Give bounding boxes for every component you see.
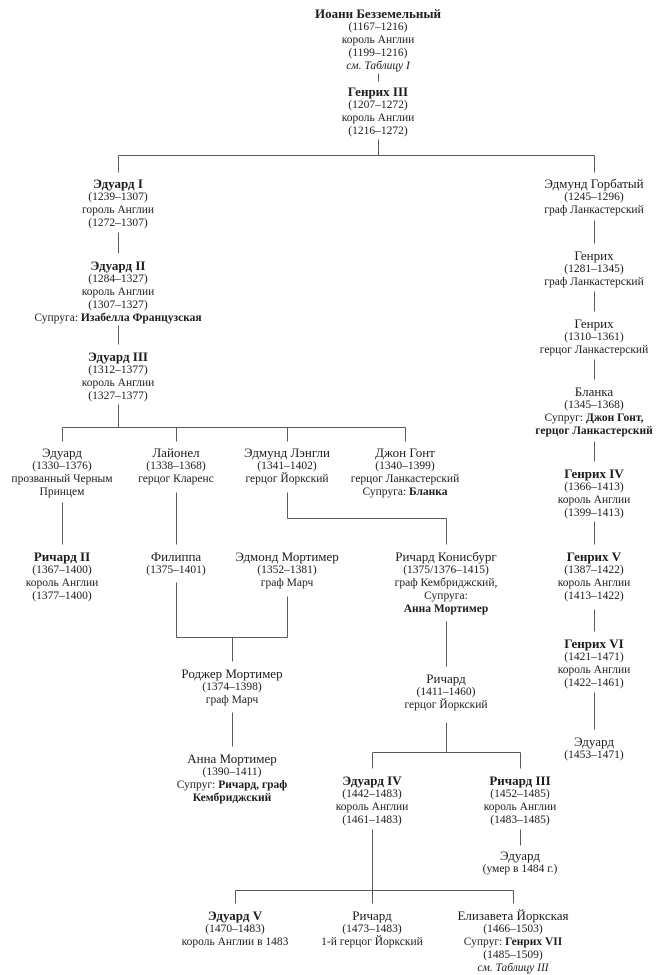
person-detail: герцог Кларенс (138, 473, 214, 485)
person-name: Ричард III (489, 773, 551, 788)
spouse-name: Генрих VII (505, 936, 563, 948)
person-detail: (1375–1401) (146, 564, 206, 576)
person-name: Ричард II (33, 549, 91, 564)
person-detail: (1341–1402) (257, 460, 317, 472)
spouse-name: Анна Мортимер (403, 603, 489, 615)
spouse-prefix: Супруга: (362, 486, 410, 498)
person-detail: (1239–1307) (88, 191, 148, 203)
person-node-edward-2 (34, 258, 201, 325)
person-node-blanche (535, 384, 652, 438)
person-name: Иоанн Безземельный (314, 6, 442, 21)
person-detail (177, 792, 287, 805)
person-node-richard-2 (26, 549, 99, 603)
person-detail: (1387–1422) (564, 564, 624, 576)
person-node-richard-shrewsbury (321, 908, 423, 949)
person-name: Эдуард III (88, 349, 148, 364)
person-name: Джон Гонт (375, 445, 435, 460)
person-detail: (1374–1398) (202, 681, 262, 693)
person-node-edward-lancaster (564, 734, 623, 762)
person-node-edmond-mortimer (235, 549, 339, 590)
person-detail: (1340–1399) (375, 460, 435, 472)
person-detail: (1216–1272) (348, 125, 408, 137)
person-detail: (1452–1485) (490, 788, 550, 800)
person-name: Ричард Конисбург (395, 549, 497, 564)
person-node-edward-black-prince (11, 445, 112, 499)
person-detail: граф Ланкастерский (544, 276, 644, 288)
person-detail: граф Ланкастерский (544, 204, 644, 216)
person-detail: (1199–1216) (348, 47, 408, 59)
person-detail (395, 603, 498, 616)
person-detail: 1-й герцог Йоркский (321, 936, 423, 948)
spouse-name: Джон Гонт, (585, 412, 644, 424)
person-name: Бланка (574, 384, 614, 399)
person-detail: король Англии (557, 577, 631, 589)
person-detail: (1272–1307) (88, 217, 148, 229)
person-detail: (1413–1422) (564, 590, 624, 602)
person-detail: (1307–1327) (88, 299, 148, 311)
person-detail: Принцем (39, 486, 85, 498)
person-node-edward-1 (82, 176, 154, 230)
spouse-prefix: Супруг: (544, 412, 586, 424)
person-detail: (1377–1400) (32, 590, 92, 602)
person-detail: король Англии (81, 377, 155, 389)
person-detail: гороль Англии (81, 204, 155, 216)
spouse-prefix: Супруг: (176, 779, 219, 791)
person-detail (535, 425, 652, 438)
person-node-edmund-langley (244, 445, 330, 486)
person-detail: король Англии (483, 801, 557, 813)
person-detail: король Англии в 1483 (181, 936, 289, 948)
person-detail: (1483–1485) (490, 814, 550, 826)
spouse-prefix: Супруг: (463, 936, 506, 948)
person-detail: (1281–1345) (564, 263, 624, 275)
person-name: Лайонел (152, 445, 200, 460)
person-detail: король Англии (25, 577, 99, 589)
person-detail: (1442–1483) (342, 788, 402, 800)
person-detail: (1375/1376–1415) (403, 564, 489, 576)
person-detail: (1470–1483) (205, 923, 265, 935)
person-detail: (1390–1411) (202, 766, 262, 778)
person-node-edward-5 (182, 908, 289, 949)
person-name: Генрих V (566, 549, 622, 564)
person-name: Эдуард II (90, 258, 146, 273)
person-detail: король Англии (341, 34, 415, 46)
person-name: Эдмонд Мортимер (235, 549, 339, 564)
person-name: Ричард (426, 671, 466, 686)
person-detail: (1366–1413) (564, 481, 624, 493)
spouse-name: Кембриджский (192, 792, 272, 804)
person-name: Эдуард (42, 445, 82, 460)
person-detail (535, 412, 652, 425)
person-detail: (1338–1368) (146, 460, 206, 472)
person-detail: граф Марч (260, 577, 314, 589)
person-name: Эдуард I (93, 176, 143, 191)
person-detail: король Англии (341, 112, 415, 124)
person-name: Генрих (574, 248, 614, 263)
person-detail: (1453–1471) (564, 749, 624, 761)
person-node-edward-4 (336, 773, 409, 827)
person-node-edward-3 (82, 349, 155, 403)
person-detail: (1422–1461) (564, 677, 624, 689)
person-name: Генрих IV (564, 466, 624, 481)
person-detail (351, 486, 459, 499)
person-detail: Супруга: (424, 590, 468, 602)
person-detail: (1284–1327) (88, 273, 148, 285)
person-name: Генрих (574, 316, 614, 331)
person-detail: король Англии (557, 494, 631, 506)
person-node-henry-6 (558, 636, 631, 690)
person-name: Ричард (352, 908, 392, 923)
person-node-john-lackland (315, 6, 441, 73)
person-detail: король Англии (335, 801, 409, 813)
person-detail: король Англии (557, 664, 631, 676)
person-name: Эдуард IV (342, 773, 402, 788)
person-node-philippa (146, 549, 205, 577)
person-node-henry-3 (342, 84, 415, 138)
person-node-edward-d1484 (483, 848, 558, 876)
person-detail: (1310–1361) (564, 331, 624, 343)
spouse-prefix: Супруга: (34, 312, 81, 324)
person-detail: (1411–1460) (416, 686, 476, 698)
person-detail: (1466–1503) (483, 923, 543, 935)
person-name: Роджер Мортимер (181, 666, 283, 681)
person-node-henry-5 (558, 549, 631, 603)
person-detail (34, 312, 201, 325)
person-name: Эдуард (574, 734, 614, 749)
person-detail: (1327–1377) (88, 390, 148, 402)
person-node-anna-mortimer (177, 751, 287, 805)
person-detail: (1312–1377) (88, 364, 148, 376)
person-detail: герцог Ланкастерский (539, 344, 649, 356)
person-name: Генрих III (347, 84, 409, 99)
person-name: Эдмунд Горбатый (544, 176, 644, 191)
person-name: Эдуард V (207, 908, 263, 923)
person-detail: (1367–1400) (32, 564, 92, 576)
person-name: Анна Мортимер (187, 751, 277, 766)
person-detail (177, 779, 287, 792)
person-name: Эдмунд Лэнгли (244, 445, 330, 460)
person-node-richard-conisburgh (395, 549, 498, 616)
spouse-name: Бланка (409, 486, 448, 498)
person-detail: герцог Йоркский (245, 473, 329, 485)
person-detail: (1399–1413) (564, 507, 624, 519)
person-name: Елизавета Йоркская (457, 908, 569, 923)
person-node-john-gaunt (351, 445, 459, 499)
person-node-henry-4 (558, 466, 631, 520)
person-name: Генрих VI (564, 636, 624, 651)
person-detail: прозванный Черным (11, 473, 113, 485)
person-node-henry-lancaster-2 (540, 316, 648, 357)
person-detail: (1207–1272) (348, 99, 408, 111)
person-name: Филиппа (150, 549, 202, 564)
person-detail: (1352–1381) (257, 564, 317, 576)
person-name: Эдуард (500, 848, 540, 863)
person-detail: (1345–1368) (564, 399, 624, 411)
person-detail: (умер в 1484 г.) (482, 863, 558, 875)
person-detail: (1421–1471) (564, 651, 624, 663)
person-detail: (1461–1483) (342, 814, 402, 826)
person-node-henry-lancaster-1 (544, 248, 643, 289)
spouse-name: Изабелла Французская (80, 312, 202, 324)
person-detail: герцог Йоркский (404, 699, 488, 711)
person-detail: король Англии (81, 286, 155, 298)
person-node-lionel (138, 445, 214, 486)
person-node-elizabeth-york (457, 908, 568, 975)
person-detail: (1330–1376) (32, 460, 92, 472)
person-detail: см. Таблицу III (477, 962, 549, 974)
spouse-name: Ричард, граф (218, 779, 288, 791)
person-detail: (1245–1296) (564, 191, 624, 203)
person-detail: герцог Ланкастерский (350, 473, 460, 485)
person-node-richard-york (404, 671, 487, 712)
person-detail: см. Таблицу I (346, 60, 410, 72)
person-detail: граф Марч (205, 694, 259, 706)
person-node-edmund-crouchback (544, 176, 643, 217)
person-detail: (1485–1509) (483, 949, 543, 961)
person-node-richard-3 (484, 773, 557, 827)
person-detail (457, 936, 568, 949)
person-detail: граф Кембриджский, (394, 577, 498, 589)
person-detail: (1167–1216) (348, 21, 408, 33)
person-detail: (1473–1483) (342, 923, 402, 935)
person-node-roger-mortimer (181, 666, 282, 707)
spouse-name: герцог Ланкастерский (535, 425, 653, 437)
